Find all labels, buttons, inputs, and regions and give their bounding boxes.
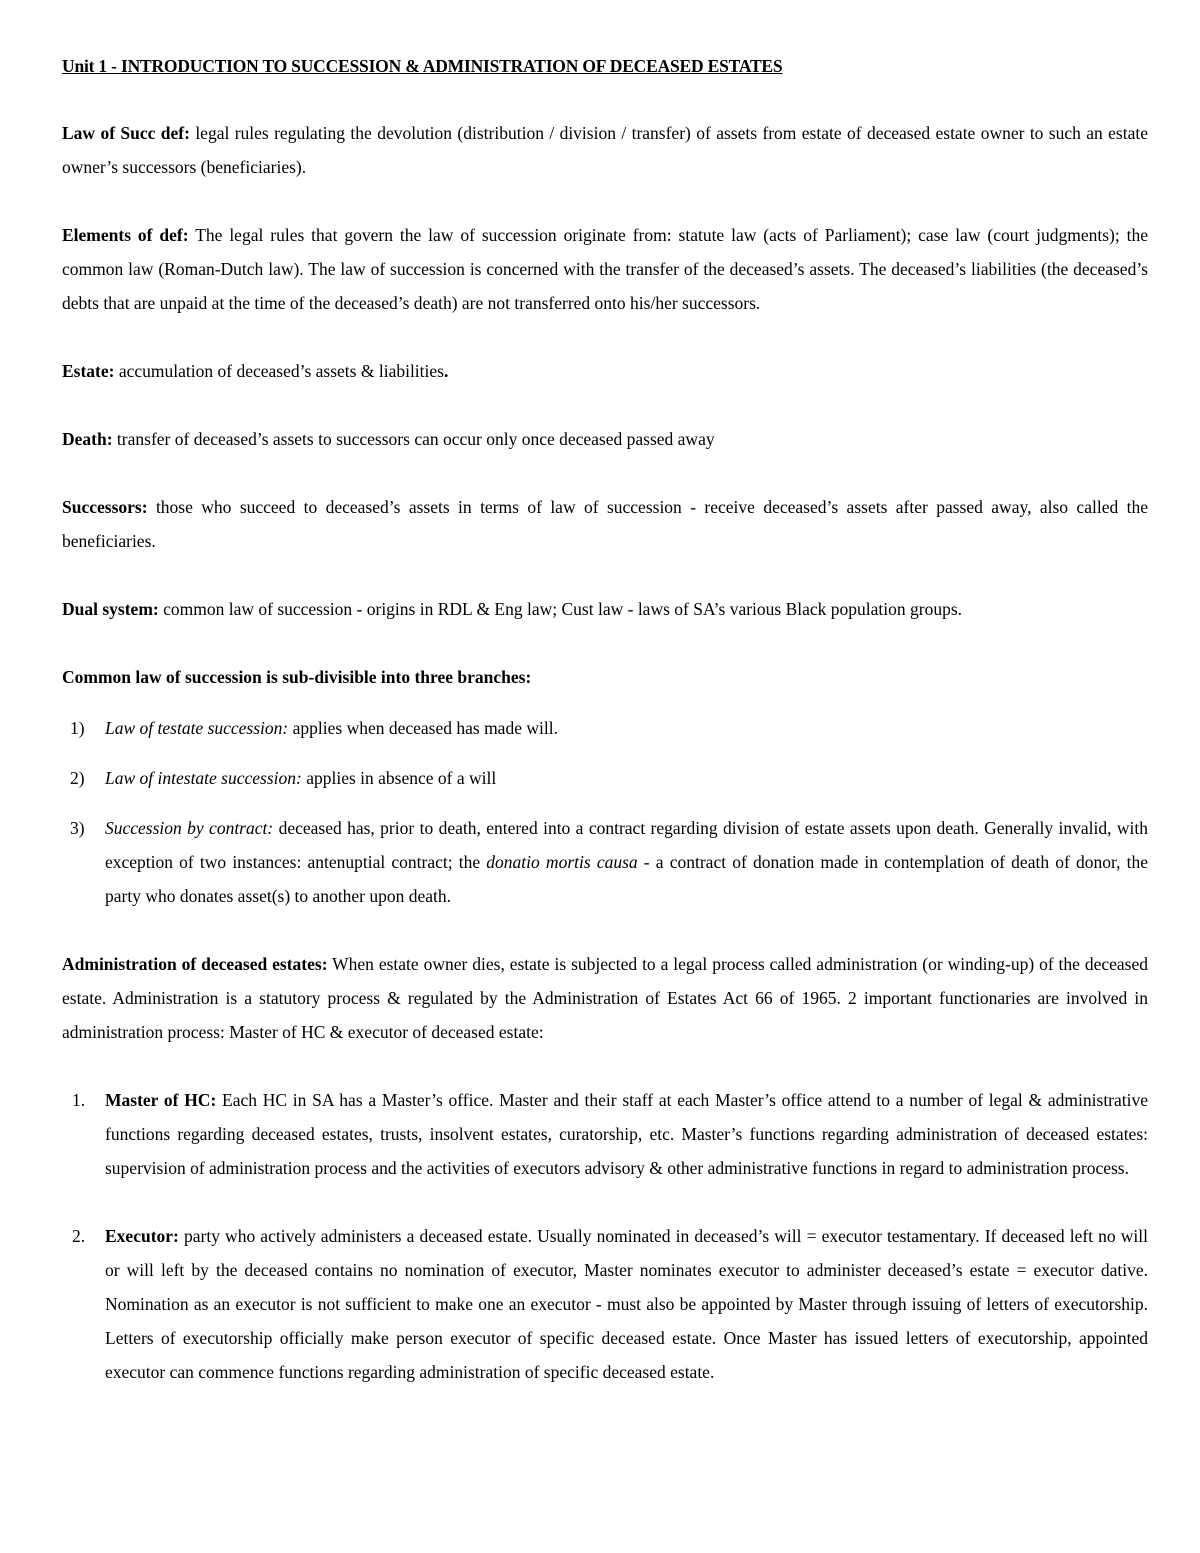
term-label: Law of Succ def: <box>62 123 190 143</box>
term-label: Elements of def: <box>62 225 189 245</box>
list-number: 2) <box>70 768 85 788</box>
document-page <box>62 49 1148 1423</box>
term-text: accumulation of deceased’s assets & liabilities <box>114 361 444 381</box>
term-label: Administration of deceased estates: <box>62 954 328 974</box>
functionary-term: Master of HC: <box>105 1090 217 1110</box>
term-text: legal rules regulating the devolution (distribution / division / transfer) of assets from estate of deceased estate owner to such an estate owner’s successors (beneficiaries). <box>62 123 1149 177</box>
functionary-text: Each HC in SA has a Master’s office. Master and their staff at each Master’s office attend to a number of legal & administrative functions regarding deceased estates, trusts, insolvent estates, curatorship, etc. Master’s functions regarding administration of deceased estates: supervision of administration process and the activities of executors advisory & other administrative functions in regard to administration process. <box>105 1090 1149 1178</box>
term-text: those who succeed to deceased’s assets in terms of law of succession - receive deceased’s assets after passed away, also called the beneficiaries. <box>62 497 1148 551</box>
list-item <box>62 711 1148 745</box>
paragraph-dual-system <box>62 592 1148 626</box>
branch-text: applies in absence of a will <box>301 768 497 788</box>
functionary-text: party who actively administers a deceased estate. Usually nominated in deceased’s will = executor testamentary. If deceased left no will or will left by the deceased contains no nomination of executor, Master nominates executor to administer deceased’s estate = executor dative. Nomination as an executor is not sufficient to make one an executor - must also be appointed by Master through issuing of letters of executorship. Letters of executorship officially make person executor of specific deceased estate. Once Master has issued letters of executorship, appointed executor can commence functions regarding administration of specific deceased estate. <box>105 1226 1148 1382</box>
term-label: Estate: <box>62 361 115 381</box>
list-item <box>62 811 1148 913</box>
paragraph-law-of-succession-definition <box>62 116 1148 184</box>
branch-term: Succession by contract: <box>105 818 274 838</box>
term-text: When estate owner dies, estate is subjected to a legal process called administration (or winding-up) of the deceased estate. Administration is a statutory process & regulated by the Administration of Estates Act 66 of 1965. 2 important functionaries are involved in administration process: Master of HC & executor of deceased estate: <box>62 954 1149 1042</box>
branch-term: Law of intestate succession: <box>105 768 302 788</box>
document-title: Unit 1 - INTRODUCTION TO SUCCESSION & ADMINISTRATION OF DECEASED ESTATES <box>62 56 783 76</box>
list-item <box>62 1083 1148 1185</box>
list-number: 2. <box>72 1226 86 1246</box>
branch-term: Law of testate succession: <box>105 718 289 738</box>
branch-text-continued: - a contract of donation made in contemplation of death of donor, the party who donates asset(s) to another upon death. <box>105 852 1148 906</box>
paragraph-elements-of-definition <box>62 218 1148 320</box>
branch-text: deceased has, prior to death, entered into a contract regarding division of estate assets upon death. Generally invalid, with exception of two instances: antenuptial contract; the <box>105 818 1148 872</box>
term-trailing-period: . <box>443 361 449 381</box>
list-number: 1. <box>72 1090 86 1110</box>
term-label: Dual system: <box>62 599 159 619</box>
term-label: Successors: <box>62 497 148 517</box>
latin-term: donatio mortis causa <box>486 852 638 872</box>
term-text: The legal rules that govern the law of succession originate from: statute law (acts of Parliament); case law (court judgments); the common law (Roman-Dutch law). The law of succession is concerned with the transfer of the deceased’s assets. The deceased’s liabilities (the deceased’s debts that are unpaid at the time of the deceased’s death) are not transferred onto his/her successors. <box>62 225 1148 313</box>
term-label: Death: <box>62 429 113 449</box>
list-number: 3) <box>70 818 85 838</box>
list-number: 1) <box>70 718 85 738</box>
functionaries-list <box>62 1083 1148 1389</box>
term-text: common law of succession - origins in RDL & Eng law; Cust law - laws of SA’s various Black population groups. <box>158 599 963 619</box>
list-item <box>62 1219 1148 1389</box>
list-item <box>62 761 1148 795</box>
paragraph-successors <box>62 490 1148 558</box>
functionary-term: Executor: <box>105 1226 179 1246</box>
branch-text: applies when deceased has made will. <box>288 718 558 738</box>
paragraph-death <box>62 422 1148 456</box>
paragraph-estate <box>62 354 1148 388</box>
paragraph-administration <box>62 947 1148 1049</box>
branches-heading: Common law of succession is sub-divisible into three branches: <box>62 667 532 687</box>
branches-list <box>62 711 1148 913</box>
term-text: transfer of deceased’s assets to successors can occur only once deceased passed away <box>112 429 715 449</box>
